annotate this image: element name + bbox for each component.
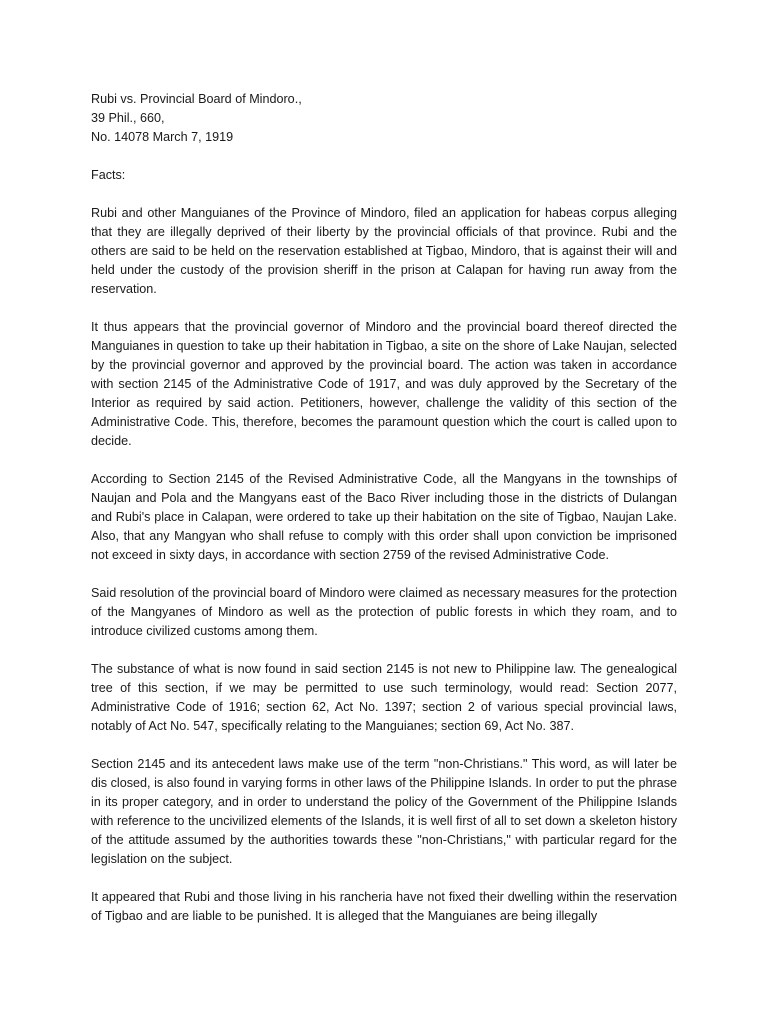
case-citation: 39 Phil., 660, [91, 111, 165, 125]
document-body [91, 90, 677, 945]
facts-heading: Facts: [91, 168, 126, 182]
paragraph-3: According to Section 2145 of the Revised Administrative Code, all the Mangyans in the townships of Naujan and Pola and the Mangyans east of the Baco River including those in the districts of Dulangan and Rubi's place in Calapan, were ordered to take up their habitation on the site of Tigbao, Naujan Lake. Also, that any Mangyan who shall refuse to comply with this order shall upon conviction be imprisoned not exceed in sixty days, in accordance with section 2759 of the revised Administrative Code. [91, 472, 677, 562]
case-title: Rubi vs. Provincial Board of Mindoro., [91, 92, 302, 106]
paragraph-1: Rubi and other Manguianes of the Province of Mindoro, filed an application for habeas corpus alleging that they are illegally deprived of their liberty by the provincial officials of that province. Rubi and the others are said to be held on the reservation established at Tigbao, Mindoro, that is against their will and held under the custody of the provision sheriff in the prison at Calapan for having run away from the reservation. [91, 206, 677, 296]
paragraph-2: It thus appears that the provincial governor of Mindoro and the provincial board thereof directed the Manguianes in question to take up their habitation in Tigbao, a site on the shore of Lake Naujan, selected by the provincial governor and approved by the provincial board. The action was taken in accordance with section 2145 of the Administrative Code of 1917, and was duly approved by the Secretary of the Interior as required by said action. Petitioners, however, challenge the validity of this section of the Administrative Code. This, therefore, becomes the paramount question which the court is called upon to decide. [91, 320, 677, 448]
paragraph-7: It appeared that Rubi and those living in his rancheria have not fixed their dwelling within the reservation of Tigbao and are liable to be punished. It is alleged that the Manguianes are being illegally [91, 890, 677, 923]
paragraph-5: The substance of what is now found in said section 2145 is not new to Philippine law. The genealogical tree of this section, if we may be permitted to use such terminology, would read: Section 2077, Administrative Code of 1916; section 62, Act No. 1397; section 2 of various special provincial laws, notably of Act No. 547, specifically relating to the Manguianes; section 69, Act No. 387. [91, 662, 677, 733]
paragraph-6: Section 2145 and its antecedent laws make use of the term "non-Christians." This word, as will later be dis closed, is also found in varying forms in other laws of the Philippine Islands. In order to put the phrase in its proper category, and in order to understand the policy of the Government of the Philippine Islands with reference to the uncivilized elements of the Islands, it is well first of all to set down a skeleton history of the attitude assumed by the authorities towards these "non-Christians," with particular regard for the legislation on the subject. [91, 757, 677, 866]
paragraph-4: Said resolution of the provincial board of Mindoro were claimed as necessary measures for the protection of the Mangyanes of Mindoro as well as the protection of public forests in which they roam, and to introduce civilized customs among them. [91, 586, 677, 638]
case-number-date: No. 14078 March 7, 1919 [91, 130, 234, 144]
